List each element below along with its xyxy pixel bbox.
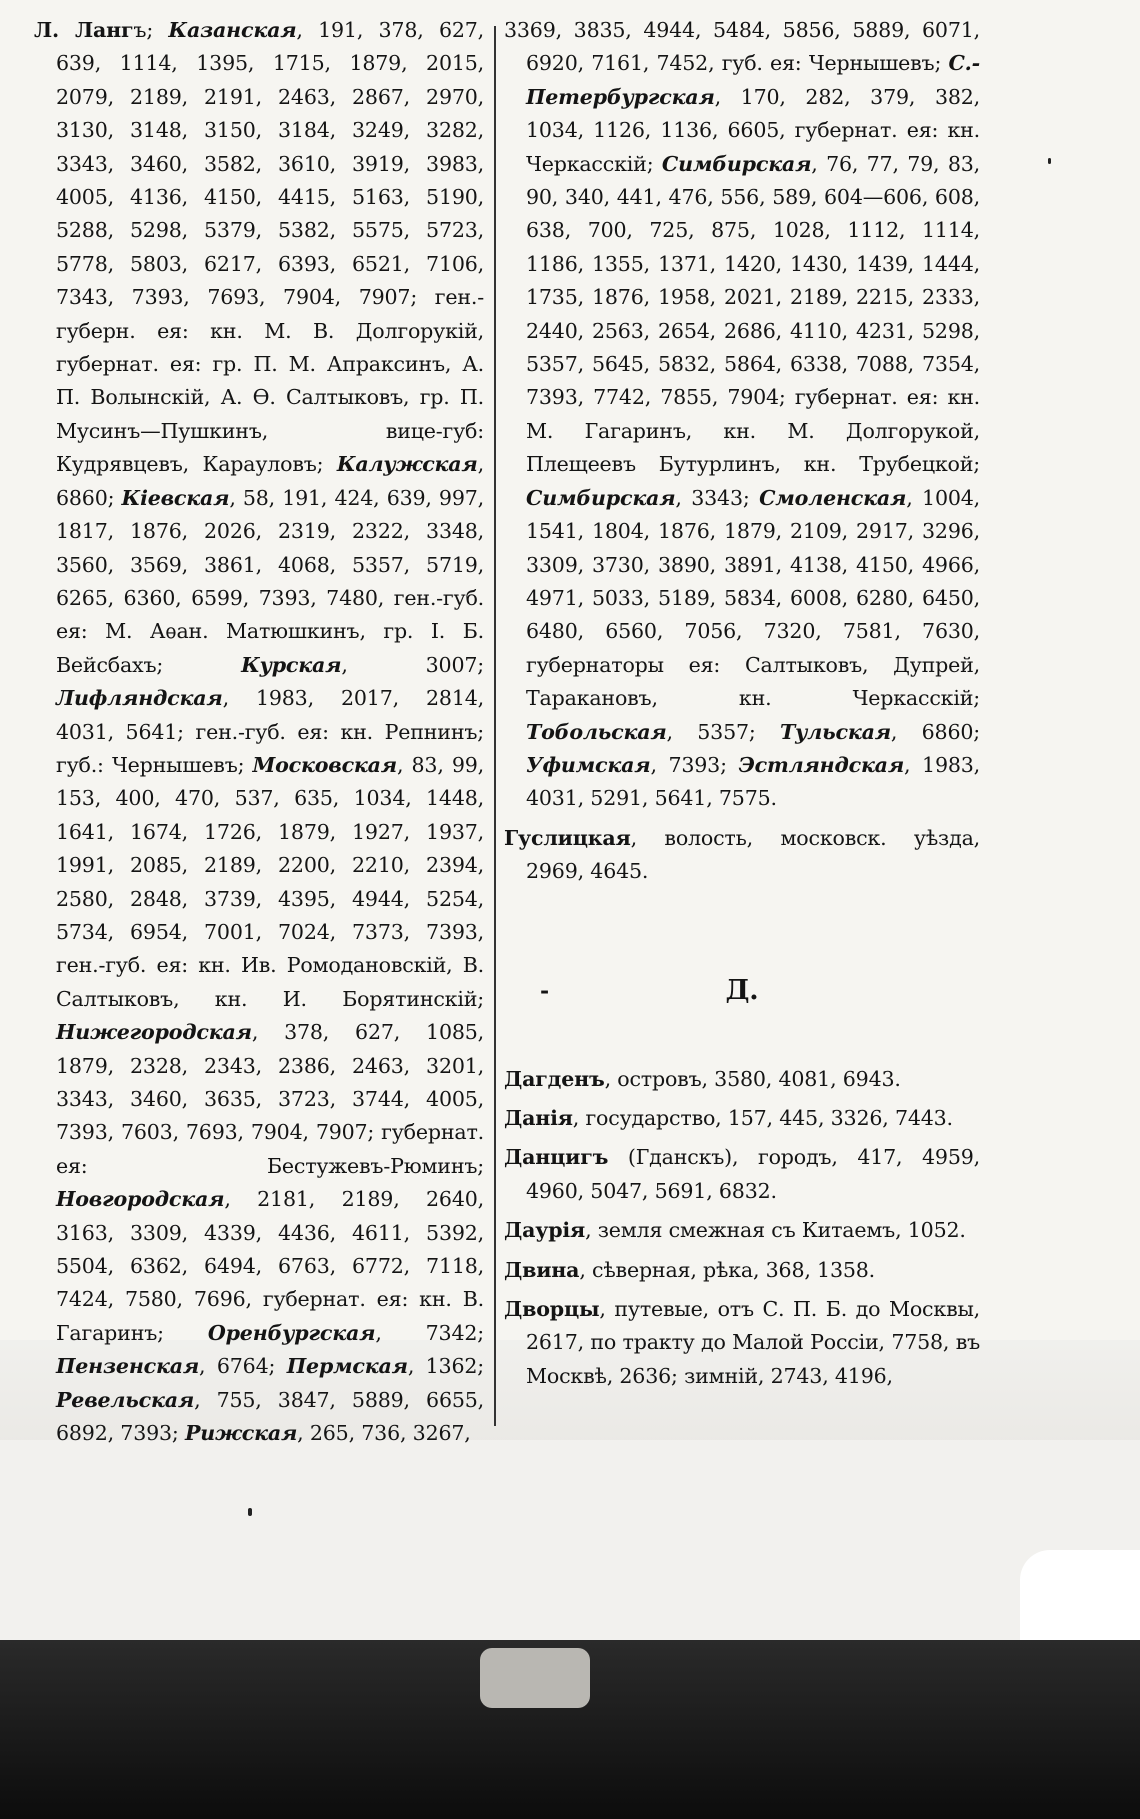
province-name: Симбирская: [661, 151, 812, 176]
scan-speck: [1048, 158, 1051, 164]
entry-text: , 191, 378, 627, 639, 1114, 1395, 1715, 1879, 2015, 2079, 2189, 2191, 2463, 2867, 2970, 3130, 3148, 3150, 3184, 3249, 3282, 3343, 3460, 3582, 3610, 3919, 3983, 4005, 4136, 4150, 4415, 5163, 5190, 5288, 5298, 5379, 5382, 5575, 5723, 5778, 5803, 6217, 6393, 6521, 7106, 7343, 7393, 7693, 7904, 7907; ген.-губерн. ея: кн. М. В. Долгорукій, губернат. ея: гр. П. М. Апраксинъ, А. П. Волынскій, А. Ѳ. Салтыковъ, гр. П. Мусинъ—Пушкинъ, вице-губ: Кудрявцевъ, Карауловъ;: [56, 18, 484, 477]
entry-text: (Гданскъ), городъ, 417, 4959, 4960, 5047, 5691, 6832.: [526, 1145, 980, 1203]
entry-text: , путевые, отъ С. П. Б. до Москвы, 2617, по тракту до Малой Россіи, 7758, въ Москвѣ, 2636; зимній, 2743, 4196,: [526, 1297, 980, 1388]
index-entry: [504, 1063, 980, 1096]
right-column: [504, 14, 980, 1393]
province-name: Кіевская: [121, 485, 230, 510]
entry-text: , 58, 191, 424, 639, 997, 1817, 1876, 2026, 2319, 2322, 3348, 3560, 3569, 3861, 4068, 5357, 5719, 6265, 6360, 6599, 7393, 7480, ген.-губ. ея: М. Аѳан. Матюшкинъ, гр. І. Б. Вейсбахъ;: [56, 485, 484, 677]
index-entry: [504, 1141, 980, 1208]
entry-text: , 3007;: [341, 652, 484, 677]
index-entry: [34, 14, 484, 1450]
province-name: Пермская: [286, 1354, 408, 1379]
index-entry: [504, 1293, 980, 1393]
entry-text: , 378, 627, 1085, 1879, 2328, 2343, 2386, 2463, 3201, 3343, 3460, 3635, 3723, 3744, 4005, 7393, 7603, 7693, 7904, 7907; губернат. ея: Бестужевъ-Рюминъ;: [56, 1020, 484, 1178]
entry-text: , 6860;: [56, 452, 484, 510]
entry-text: , 265, 736, 3267,: [297, 1421, 471, 1446]
entry-text: , 7393;: [650, 752, 739, 777]
column-divider: [494, 26, 496, 1426]
entry-text: , 76, 77, 79, 83, 90, 340, 441, 476, 556, 589, 604—606, 608, 638, 700, 725, 875, 1028, 1112, 1114, 1186, 1355, 1371, 1420, 1430, 1439, 1444, 1735, 1876, 1958, 2021, 2189, 2215, 2333, 2440, 2563, 2654, 2686, 4110, 4231, 5298, 5357, 5645, 5832, 5864, 6338, 7088, 7354, 7393, 7742, 7855, 7904; губернат. ея: кн. М. Гагаринъ, кн. М. Долгорукой, Плещеевъ Бутурлинъ, кн. Трубецкой;: [526, 151, 980, 477]
right-entries: [504, 14, 980, 889]
province-name: Пензенская: [56, 1354, 200, 1379]
entry-text: , сѣверная, рѣка, 368, 1358.: [579, 1257, 876, 1282]
index-entry: [504, 14, 980, 816]
entry-text: , 6860;: [890, 719, 980, 744]
section-dash: -: [540, 977, 549, 1004]
index-entry: [504, 1102, 980, 1135]
entry-text: , 83, 99, 153, 400, 470, 537, 635, 1034, 1448, 1641, 1674, 1726, 1879, 1927, 1937, 1991, 2085, 2189, 2200, 2210, 2394, 2580, 2848, 3739, 4395, 4944, 5254, 5734, 6954, 7001, 7024, 7373, 7393, ген.-губ. ея: кн. Ив. Ромодановскій, В. Салтыковъ, кн. И. Борятинскій;: [56, 752, 484, 1011]
index-entry: [504, 1214, 980, 1247]
scan-speck: [248, 1508, 252, 1516]
scan-blank-area: [0, 1440, 1140, 1640]
entry-text: ъ;: [133, 18, 169, 42]
province-name: Курская: [241, 652, 342, 677]
entry-text: , 2181, 2189, 2640, 3163, 3309, 4339, 4436, 4611, 5392, 5504, 6362, 6494, 6763, 6772, 7118, 7424, 7580, 7696, губернат. ея: кн. В. Гагаринъ;: [56, 1187, 484, 1345]
province-name: Смоленская: [759, 485, 907, 510]
entry-text: , 5357;: [666, 719, 780, 744]
entry-text: , 3343;: [675, 485, 760, 510]
province-name: Казанская: [168, 18, 297, 42]
province-name: Тульская: [780, 719, 891, 744]
entry-text: , волость, московск. уѣзда, 2969, 4645.: [526, 825, 980, 884]
d-section-entries: [504, 1063, 980, 1394]
province-name: Симбирская: [526, 485, 676, 510]
entry-text: , 170, 282, 379, 382, 1034, 1126, 1136, 6605, губернат. ея: кн. Черкасскій;: [526, 84, 980, 176]
entry-text: 3369, 3835, 4944, 5484, 5856, 5889, 6071, 6920, 7161, 7452, губ. ея: Чернышевъ;: [504, 18, 980, 76]
entry-text: , 7342;: [375, 1320, 485, 1345]
entry-text: , 755, 3847, 5889, 6655, 6892, 7393;: [56, 1387, 484, 1446]
province-name: Лифляндская: [56, 686, 223, 711]
entry-text: , государство, 157, 445, 3326, 7443.: [572, 1105, 953, 1130]
entry-text: , земля смежная съ Китаемъ, 1052.: [585, 1218, 966, 1243]
province-name: Эстляндская: [738, 752, 905, 777]
entry-headword: Дагденъ: [504, 1066, 605, 1091]
entry-text: , островъ, 3580, 4081, 6943.: [604, 1066, 901, 1091]
entry-headword: Данцигъ: [504, 1145, 609, 1170]
province-name: Нижегородская: [56, 1020, 252, 1045]
province-name: Тобольская: [526, 719, 667, 744]
entry-headword: Данія: [504, 1105, 573, 1130]
entry-headword: Дворцы: [504, 1297, 600, 1321]
province-name: Новгородская: [56, 1187, 225, 1212]
entry-headword: Л. Ланг: [34, 18, 134, 42]
entry-headword: Гуслицкая: [504, 825, 631, 850]
entry-text: , 1362;: [407, 1354, 485, 1379]
left-column: [34, 14, 484, 1450]
province-name: Оренбургская: [207, 1320, 376, 1345]
scan-binding-clip: [480, 1648, 590, 1708]
entry-headword: Даурія: [504, 1218, 586, 1243]
province-name: Ревельская: [56, 1387, 195, 1412]
entry-text: , 1004, 1541, 1804, 1876, 1879, 2109, 2917, 3296, 3309, 3730, 3890, 3891, 4138, 4150, 4966, 4971, 5033, 5189, 5834, 6008, 6280, 6450, 6480, 6560, 7056, 7320, 7581, 7630, губернаторы ея: Салтыковъ, Дупрей, Таракановъ, кн. Черкасскій;: [526, 485, 980, 711]
index-entry: [504, 1254, 980, 1287]
index-entry: [504, 822, 980, 889]
province-name: Рижская: [185, 1421, 298, 1446]
entry-text: , 1983, 4031, 5291, 5641, 7575.: [526, 752, 981, 811]
entry-text: , 1983, 2017, 2814, 4031, 5641; ген.-губ. ея: кн. Репнинъ; губ.: Чернышевъ;: [56, 686, 484, 777]
province-name: Московская: [252, 752, 397, 777]
province-name: Калужская: [336, 452, 478, 477]
entry-text: , 6764;: [199, 1354, 287, 1379]
province-name: С.-Петербургская: [526, 51, 980, 109]
section-heading: [504, 957, 980, 1025]
entry-headword: Двина: [504, 1257, 580, 1282]
section-letter: Д.: [725, 974, 759, 1006]
province-name: Уфимская: [526, 752, 651, 777]
